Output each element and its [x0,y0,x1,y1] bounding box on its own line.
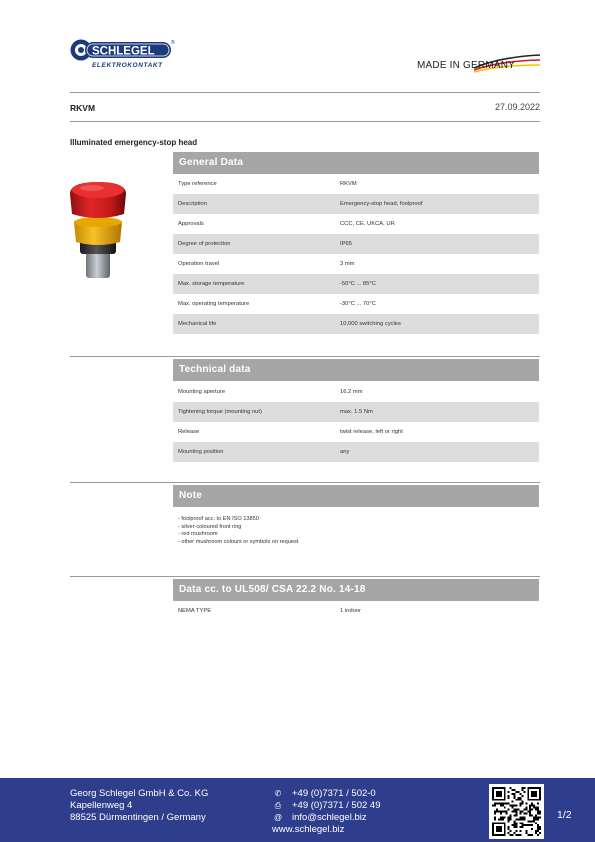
ul-data-header: Data cc. to UL508/ CSA 22.2 No. 14-18 [173,579,539,601]
row-label: Description [178,201,207,207]
row-label: Operation travel [178,261,220,267]
technical-row [173,442,539,462]
row-label: Max. storage temperature [178,281,245,287]
phone-number[interactable]: +49 (0)7371 / 502-0 [292,788,376,799]
page-number: 1/2 [557,809,572,821]
product-code: RKVM [70,103,96,113]
technical-data-header: Technical data [173,359,539,381]
technical-row [173,422,539,442]
section-divider [70,356,540,357]
note-line: - other mushroom colours or symbols on request [178,538,299,545]
logo-subtitle: ELEKTROKONTAKT [92,62,163,69]
city: 88525 Dürmentingen / Germany [70,812,206,823]
row-value: IP65 [340,241,352,247]
fax-row [272,800,380,812]
row-value: twist release, left or right [340,429,403,435]
email-row [272,812,380,824]
row-label: NEMA TYPE [178,608,212,614]
row-label: Approvals [178,221,204,227]
section-divider [70,576,540,577]
note-list [178,516,298,546]
general-row [173,174,539,194]
row-value: 10,000 switching cycles [340,321,401,327]
row-value: CCC, CE, UKCA, UR [340,221,395,227]
row-value: any [340,449,350,455]
registered-mark: ® [171,40,175,46]
row-label: Max. operating temperature [178,301,250,307]
note-header: Note [173,485,539,507]
row-value: Emergency-stop head, foolproof [340,201,423,207]
qr-code-icon [492,787,541,836]
general-row [173,234,539,254]
product-title: Illuminated emergency-stop head [70,138,198,147]
document-date: 27.09.2022 [494,102,540,112]
general-row [173,194,539,214]
fax-number: +49 (0)7371 / 502 49 [292,800,381,811]
website-link[interactable]: www.schlegel.biz [272,824,345,835]
general-data-header: General Data [173,152,539,174]
row-value: 16.2 mm [340,389,363,395]
general-row [173,254,539,274]
general-row [173,314,539,334]
note-line: - silver-coloured front ring [178,523,242,530]
general-row [173,274,539,294]
row-label: Degree of protection [178,241,231,247]
row-value: RKVM [340,181,357,187]
footer [0,778,595,842]
company-logo [70,38,178,72]
emergency-stop-button-image [66,178,130,282]
section-divider [70,482,540,483]
ul-row [173,601,539,621]
general-row [173,214,539,234]
contact-info [272,788,380,836]
fax-icon: ⎙ [274,801,282,810]
phone-icon: ✆ [274,789,282,798]
row-value: 3 mm [340,261,355,267]
row-label: Type reference [178,181,217,187]
row-label: Release [178,429,200,435]
phone-row [272,788,380,800]
row-label: Mechanical life [178,321,217,327]
note-line: - foolproof acc. to EN ISO 13850 [178,516,259,522]
company-address [70,788,208,824]
row-value: -30°C ... 70°C [340,301,376,307]
website-row [272,824,380,836]
qr-code[interactable] [489,784,544,839]
row-value: max. 1.5 Nm [340,409,373,415]
company-name: Georg Schlegel GmbH & Co. KG [70,788,209,799]
header-rule-top [70,92,540,93]
general-row [173,294,539,314]
logo-text: SCHLEGEL [92,45,155,58]
technical-row [173,402,539,422]
email-icon: @ [273,813,283,822]
row-label: Mounting aperture [178,389,226,395]
email-link[interactable]: info@schlegel.biz [292,812,367,823]
row-label: Tightening torque (mounting nut) [178,409,262,415]
note-line: - red mushroom [178,531,218,538]
header-rule-bottom [70,121,540,122]
row-value: -50°C ... 85°C [340,281,376,287]
row-label: Mounting position [178,449,224,455]
technical-row [173,382,539,402]
street: Kapellenweg 4 [70,800,133,811]
made-in-germany: MADE IN GERMANY [417,60,516,71]
row-value: 1 indoor [340,608,361,614]
